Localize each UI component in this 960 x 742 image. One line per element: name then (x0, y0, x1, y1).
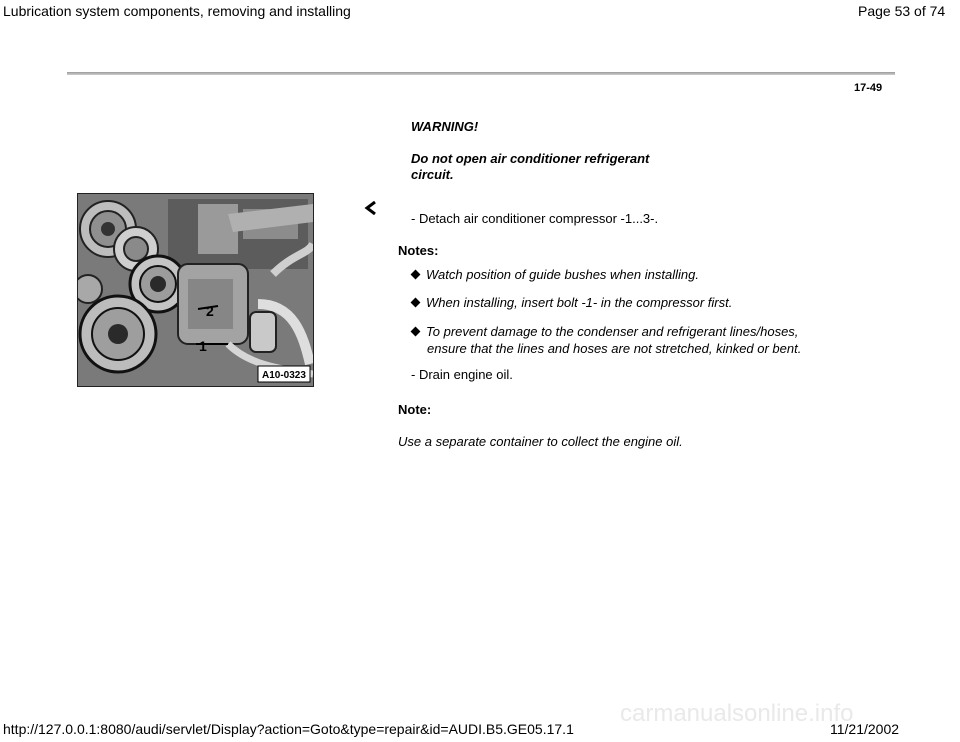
page-number: 17-49 (854, 82, 883, 94)
footer-url[interactable]: http://127.0.0.1:8080/audi/servlet/Display?action=Goto&type=repair&id=AUDI.B5.GE05.17.1 (3, 721, 574, 737)
chevron-left-icon (364, 201, 378, 215)
diamond-bullet-icon (411, 270, 421, 280)
watermark: carmanualsonline.info (620, 700, 854, 727)
warning-title: WARNING! (411, 119, 479, 134)
header-rule (67, 72, 895, 75)
document-title: Lubrication system components, removing and installing (3, 3, 351, 19)
diamond-bullet-icon (411, 327, 421, 337)
callout-2: 2 (206, 303, 214, 319)
note-item: When installing, insert bolt -1- in the compressor first. (412, 295, 732, 310)
note-text: Use a separate container to collect the engine oil. (398, 434, 683, 449)
warning-text-line1: Do not open air conditioner refrigerant (411, 151, 650, 166)
figure-code: A10-0323 (262, 370, 306, 381)
notes-label: Notes: (398, 243, 439, 258)
note-item-continuation: ensure that the lines and hoses are not stretched, kinked or bent. (427, 341, 802, 356)
diamond-bullet-icon (411, 298, 421, 308)
note-item: Watch position of guide bushes when installing. (412, 267, 699, 282)
footer-date: 11/21/2002 (830, 721, 900, 737)
engine-illustration (78, 194, 313, 386)
step-detach-compressor: - Detach air conditioner compressor -1...3-. (411, 211, 659, 226)
note-item: To prevent damage to the condenser and refrigerant lines/hoses, (412, 324, 798, 339)
note-label: Note: (398, 402, 432, 417)
callout-1: 1 (199, 338, 207, 354)
step-drain-oil: - Drain engine oil. (411, 367, 513, 382)
engine-compressor-photo (77, 193, 314, 387)
page-indicator: Page 53 of 74 (858, 3, 946, 19)
warning-text-line2: circuit. (411, 167, 454, 182)
